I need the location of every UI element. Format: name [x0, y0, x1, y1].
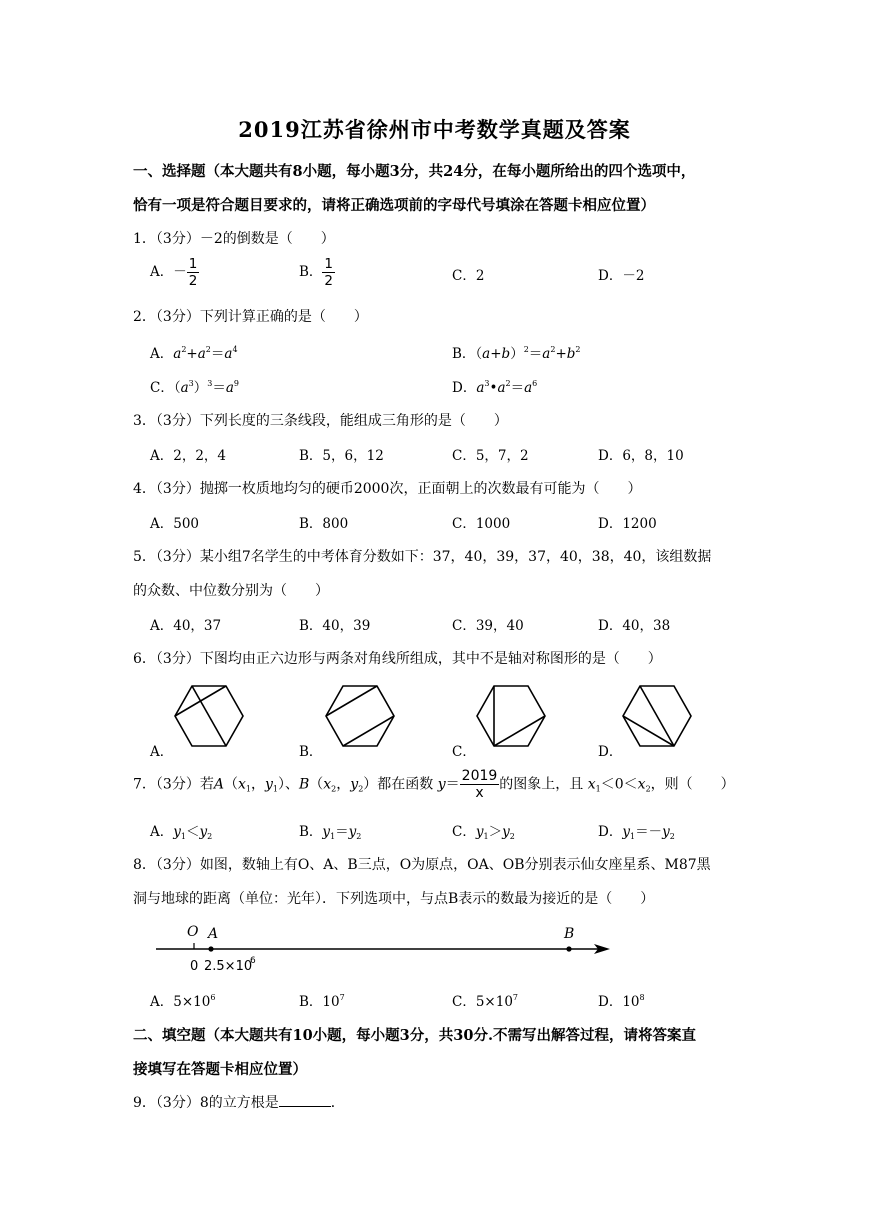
section-2-heading-line-2: 接填写在答题卡相应位置） — [133, 1061, 307, 1078]
label-a-value: 2.5×10 — [204, 959, 253, 974]
label-o: O — [187, 924, 199, 940]
question-8-stem-line-1: 8．（3分）如图，数轴上有O、A、B三点，O为原点，OA、OB分别表示仙女座星系、M87黑 — [133, 857, 711, 873]
number-line-figure — [0, 918, 869, 978]
question-5-option-c: C．39，40 — [452, 618, 524, 634]
question-2-stem: 2．（3分）下列计算正确的是（ ） — [133, 309, 368, 325]
question-4-option-b: B．800 — [299, 516, 349, 532]
section-1-heading-line-2: 恰有一项是符合题目要求的，请将正确选项前的字母代号填涂在答题卡相应位置） — [133, 197, 655, 214]
point-a-dot — [208, 946, 213, 951]
question-1-option-b: B． $\frac{1}{2}$ — [299, 256, 334, 289]
question-4-stem: 4．（3分）抛掷一枚质地均匀的硬币2000次，正面朝上的次数最有可能为（ ） — [133, 481, 642, 497]
label-a-exponent: 6 — [250, 956, 256, 966]
question-2-option-c: C．$(a^3)^3=a^9$ — [150, 379, 239, 396]
question-6-option-c: C． — [452, 744, 476, 760]
question-8-option-c: C．$5\times 10^7$ — [452, 993, 519, 1010]
question-3-stem: 3．（3分）下列长度的三条线段，能组成三角形的是（ ） — [133, 413, 508, 429]
question-8-option-b: B．$10^7$ — [299, 993, 345, 1010]
question-6-option-b: B． — [299, 744, 323, 760]
question-3-option-b: B．5，6，12 — [299, 448, 384, 464]
question-1-option-d: D．－2 — [598, 268, 645, 284]
question-7-option-d: D．$y_1=-y_2$ — [598, 824, 675, 841]
question-4-option-a: A．500 — [150, 516, 200, 532]
question-5-option-a: A．40，37 — [150, 618, 222, 634]
question-7-option-b: B．$y_1=y_2$ — [299, 824, 362, 841]
question-8-option-d: D．$10^8$ — [598, 993, 645, 1010]
label-b: B — [564, 926, 575, 942]
question-3-option-d: D．6，8，10 — [598, 448, 684, 464]
answer-blank — [279, 1094, 331, 1107]
question-6-option-a: A． — [150, 744, 174, 760]
question-5-option-d: D．40，38 — [598, 618, 671, 634]
hexagon-figures — [0, 682, 869, 752]
question-5-option-b: B．40，39 — [299, 618, 371, 634]
question-6-option-d: D． — [598, 744, 623, 760]
question-6-stem: 6．（3分）下图均由正六边形与两条对角线所组成，其中不是轴对称图形的是（ ） — [133, 651, 662, 667]
question-7-stem: 7．（3分）若$A(x_1$，$y_1$）、$B(x_2$，$y_2$）都在函数 y＝ $\frac{2019}{x}$ 的图象上，且 $x_1<0<x_2$，则（ ） — [133, 768, 735, 801]
fraction: $\frac{1}{2}$ — [324, 256, 334, 289]
hexagon-figure-a — [175, 686, 243, 746]
question-1-option-a: A．－ $\frac{1}{2}$ — [150, 256, 198, 289]
question-7-option-a: A．$y_1<y_2$ — [150, 824, 213, 841]
fraction: $\frac{1}{2}$ — [188, 256, 198, 289]
section-2-heading-line-1: 二、填空题（本大题共有10小题，每小题3分，共30分.不需写出解答过程，请将答案直 — [133, 1027, 696, 1044]
question-7-option-c: C．$y_1>y_2$ — [452, 824, 515, 841]
hexagon-figure-c — [477, 686, 545, 746]
hexagon-figure-b — [326, 686, 394, 746]
point-b-dot — [566, 946, 571, 951]
question-4-option-d: D．1200 — [598, 516, 657, 532]
question-2-option-b: B．$(a+b)^2=a^2+b^2$ — [452, 345, 581, 362]
question-8-stem-line-2: 洞与地球的距离（单位：光年）．下列选项中，与点B表示的数最为接近的是（ ） — [133, 891, 655, 907]
question-5-stem-line-1: 5．（3分）某小组7名学生的中考体育分数如下：37，40，39，37，40，38，40，该组数据 — [133, 549, 712, 565]
question-3-option-c: C．5，7，2 — [452, 448, 529, 464]
question-8-option-a: A．$5\times 10^6$ — [150, 993, 216, 1010]
label-zero: 0 — [190, 959, 199, 974]
question-1-option-c: C．2 — [452, 268, 485, 284]
label-a: A — [208, 926, 219, 942]
page-title: 2019江苏省徐州市中考数学真题及答案 — [238, 117, 631, 142]
section-1-heading-line-1: 一、选择题（本大题共有8小题，每小题3分，共24分，在每小题所给出的四个选项中， — [133, 163, 696, 180]
question-5-stem-line-2: 的众数、中位数分别为（ ） — [133, 583, 329, 599]
function-fraction: $\frac{2019}{x}$ — [461, 768, 498, 801]
question-3-option-a: A．2，2，4 — [150, 448, 227, 464]
question-2-option-d: D．$a^3•a^2=a^6$ — [452, 379, 538, 396]
question-1-stem: 1．（3分）－2的倒数是（ ） — [133, 231, 335, 247]
question-9-stem: 9．（3分）8的立方根是 ． — [133, 1095, 345, 1111]
question-4-option-c: C．1000 — [452, 516, 511, 532]
hexagon-figure-d — [623, 686, 691, 746]
question-2-option-a: A．$a^2+a^2=a^4$ — [150, 345, 238, 362]
